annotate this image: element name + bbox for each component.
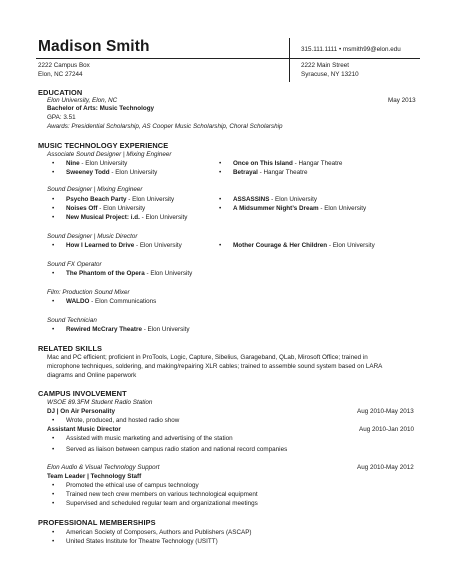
skills-line: Mac and PC efficient; proficient in ProTools, Logic, Capture, Sibelius, Garageband, QLab, Mirosoft Office; trained in <box>47 354 368 361</box>
credit-item: • Psycho Beach Party - Elon University <box>66 196 174 203</box>
membership-item: • American Society of Composers, Authors and Publishers (ASCAP) <box>66 529 252 536</box>
home-address-line: 2222 Main Street <box>301 62 349 69</box>
campus-org: Elon Audio & Visual Technology Support <box>47 464 160 471</box>
education-school: Elon University, Elon, NC <box>47 97 118 104</box>
role-title: Film: Production Sound Mixer <box>47 289 130 296</box>
campus-bullet: • Supervised and scheduled regular team and organizational meetings <box>66 500 258 507</box>
contact-line <box>301 46 401 53</box>
credit-item: • The Phantom of the Opera - Elon University <box>66 270 192 277</box>
campus-address-line: Elon, NC 27244 <box>38 70 83 78</box>
memberships-heading: PROFESSIONAL MEMBERSHIPS <box>38 518 156 527</box>
skills-heading: RELATED SKILLS <box>38 344 103 353</box>
campus-address <box>38 62 90 79</box>
campus-heading: CAMPUS INVOLVEMENT <box>38 389 127 398</box>
credit-item: • New Musical Project: i.d. - Elon University <box>66 214 187 221</box>
credit-item: • A Midsummer Night’s Dream - Elon University <box>233 205 366 212</box>
campus-address-line: 2222 Campus Box <box>38 62 90 69</box>
credit-item: • Once on This Island - Hangar Theatre <box>233 160 342 167</box>
campus-date: Aug 2010-May 2012 <box>357 464 414 471</box>
campus-bullet: • Assisted with music marketing and advertising of the station <box>66 435 233 442</box>
campus-position: Assistant Music Director <box>47 426 121 433</box>
education-date: May 2013 <box>388 97 416 104</box>
campus-bullet: • Trained new tech crew members on various technological equipment <box>66 491 258 498</box>
music-tech-heading: MUSIC TECHNOLOGY EXPERIENCE <box>38 141 169 150</box>
role-title: Sound FX Operator <box>47 261 102 268</box>
credit-item: • Nine - Elon University <box>66 160 127 167</box>
credit-item: • Sweeney Todd - Elon University <box>66 169 157 176</box>
campus-bullet: • Served as liaison between campus radio station and national record companies <box>66 446 287 453</box>
campus-position: Team Leader | Technology Staff <box>47 473 142 480</box>
campus-date: Aug 2010-May 2013 <box>357 408 414 415</box>
campus-position: DJ | On Air Personality <box>47 408 116 415</box>
credit-item: • How I Learned to Drive - Elon University <box>66 242 182 249</box>
role-title: Associate Sound Designer | Mixing Engineer <box>47 151 172 158</box>
campus-bullet: • Wrote, produced, and hosted radio show <box>66 417 179 424</box>
home-address <box>301 62 359 79</box>
header-vertical-rule <box>289 38 290 82</box>
education-heading: EDUCATION <box>38 88 83 97</box>
campus-org: WSOE 89.3FM Student Radio Station <box>47 399 153 406</box>
header-horizontal-rule <box>36 58 420 59</box>
education-awards: Awards: Presidential Scholarship, AS Cooper Music Scholarship, Choral Scholarship <box>47 123 283 130</box>
credit-item: • WALDO - Elon Communications <box>66 298 156 305</box>
skills-line: microphone techniques, soldering, and making/repairing XLR cables; trained to assemble sound system based on LARA <box>47 363 383 370</box>
credit-item: • Mother Courage & Her Children - Elon University <box>233 242 375 249</box>
credit-item: • Rewired McCrary Theatre - Elon University <box>66 326 190 333</box>
candidate-name: Madison Smith <box>38 38 150 55</box>
credit-item: • Noises Off - Elon University <box>66 205 145 212</box>
credit-item: • ASSASSINS - Elon University <box>233 196 317 203</box>
contact-separator: • <box>338 46 342 53</box>
skills-line: diagrams and Online paperwork <box>47 372 137 379</box>
campus-bullet: • Promoted the ethical use of campus technology <box>66 482 199 489</box>
education-gpa: GPA: 3.51 <box>47 114 76 121</box>
role-title: Sound Designer | Mixing Engineer <box>47 186 143 193</box>
membership-item: • United States Institute for Theatre Technology (USITT) <box>66 538 218 545</box>
credit-item: • Betrayal - Hangar Theatre <box>233 169 307 176</box>
role-title: Sound Designer | Music Director <box>47 233 138 240</box>
campus-date: Aug 2010-Jan 2010 <box>359 426 414 433</box>
role-title: Sound Technician <box>47 317 97 324</box>
phone-number: 315.111.1111 <box>301 46 338 53</box>
home-address-line: Syracuse, NY 13210 <box>301 70 359 78</box>
education-degree: Bachelor of Arts: Music Technology <box>47 105 155 112</box>
email-address: msmith99@elon.edu <box>342 46 401 53</box>
